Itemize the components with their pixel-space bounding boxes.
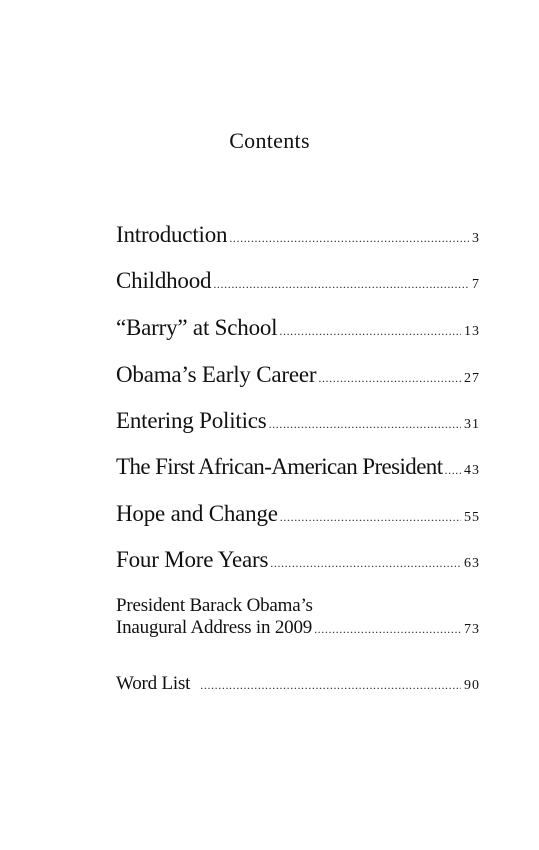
toc-entry-page: 55 — [464, 510, 480, 525]
toc-entry-title-line2: Inaugural Address in 2009 — [116, 617, 313, 638]
toc-entry-first-president[interactable] — [116, 454, 480, 480]
toc-entry-title-line1: President Barack Obama’s — [116, 595, 313, 616]
toc-entry-page: 90 — [464, 678, 480, 693]
toc-entry-title: Entering Politics — [116, 408, 267, 433]
toc-entry-early-career[interactable] — [116, 362, 480, 388]
leader-dots — [269, 417, 461, 432]
toc-entry-title: Hope and Change — [116, 501, 278, 526]
toc-entry-title: Four More Years — [116, 547, 269, 572]
toc-entry-inaugural-address[interactable] — [116, 595, 480, 639]
toc-entry-page: 27 — [464, 371, 480, 386]
toc-entry-childhood[interactable] — [116, 268, 480, 294]
toc-entry-page: 13 — [464, 324, 480, 339]
toc-entry-introduction[interactable] — [116, 222, 480, 248]
leader-dots — [318, 371, 461, 386]
toc-entry-title: Childhood — [116, 268, 212, 293]
toc-entry-page: 43 — [464, 463, 480, 478]
leader-dots — [200, 678, 461, 693]
toc-entry-entering-politics[interactable] — [116, 408, 480, 434]
leader-dots — [280, 510, 461, 525]
toc-entry-title: Introduction — [116, 222, 228, 247]
toc-entry-four-more-years[interactable] — [116, 547, 480, 573]
page-title: Contents — [229, 128, 310, 153]
toc-entry-hope-and-change[interactable] — [116, 501, 480, 527]
toc-entry-page: 7 — [472, 277, 480, 292]
toc-entry-page: 3 — [472, 231, 480, 246]
toc-entry-page: 63 — [464, 556, 480, 571]
leader-dots — [314, 622, 461, 637]
toc-entry-barry-at-school[interactable] — [116, 315, 480, 341]
toc-entry-word-list[interactable] — [116, 673, 480, 695]
leader-dots — [445, 463, 462, 478]
toc-entry-title: Word List — [116, 673, 191, 694]
toc-entry-title: The First African-American President — [116, 454, 443, 479]
leader-dots — [229, 231, 469, 246]
toc-entry-title: Obama’s Early Career — [116, 362, 317, 387]
toc-entry-title: “Barry” at School — [116, 315, 278, 340]
toc-entry-page: 31 — [464, 417, 480, 432]
toc-entry-page: 73 — [464, 622, 480, 637]
leader-dots — [279, 324, 461, 339]
leader-dots — [270, 556, 461, 571]
leader-dots — [213, 277, 469, 292]
